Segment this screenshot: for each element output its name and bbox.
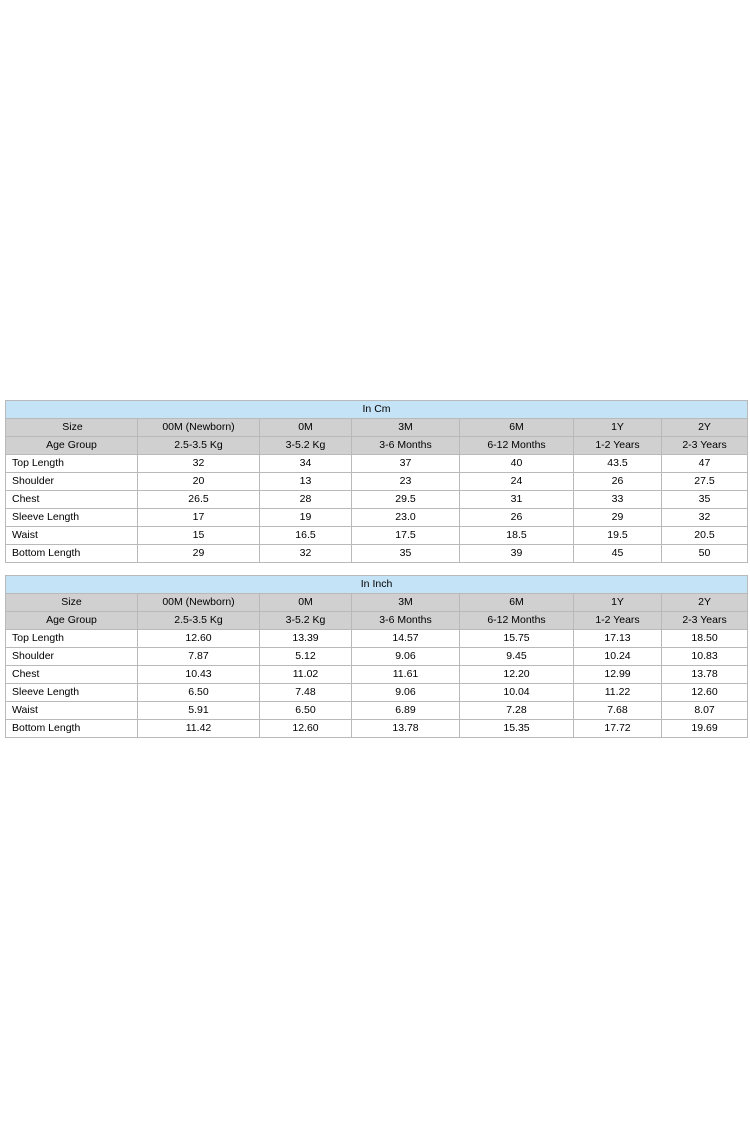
header-col-1: 00M (Newborn) xyxy=(138,419,260,437)
cell: 33 xyxy=(574,491,662,509)
cell: 32 xyxy=(138,455,260,473)
agegroup-value-5: 1-2 Years xyxy=(574,612,662,630)
table-header-row xyxy=(6,419,748,437)
agegroup-label: Age Group xyxy=(6,437,138,455)
cell: 11.22 xyxy=(574,684,662,702)
table-row xyxy=(6,720,748,738)
agegroup-value-1: 2.5-3.5 Kg xyxy=(138,437,260,455)
table-agegroup-row xyxy=(6,612,748,630)
header-col-4: 6M xyxy=(460,419,574,437)
header-col-1: 00M (Newborn) xyxy=(138,594,260,612)
cell: 10.83 xyxy=(662,648,748,666)
row-label: Sleeve Length xyxy=(6,509,138,527)
row-label: Bottom Length xyxy=(6,545,138,563)
cell: 29.5 xyxy=(352,491,460,509)
cell: 9.06 xyxy=(352,648,460,666)
agegroup-value-3: 3-6 Months xyxy=(352,612,460,630)
cell: 26 xyxy=(574,473,662,491)
table-row xyxy=(6,527,748,545)
cell: 5.12 xyxy=(260,648,352,666)
cell: 18.50 xyxy=(662,630,748,648)
cell: 18.5 xyxy=(460,527,574,545)
table-row xyxy=(6,684,748,702)
cell: 19 xyxy=(260,509,352,527)
cell: 19.5 xyxy=(574,527,662,545)
cell: 23 xyxy=(352,473,460,491)
header-size-text: Size xyxy=(62,420,83,433)
cell: 7.87 xyxy=(138,648,260,666)
row-label: Sleeve Length xyxy=(6,684,138,702)
cell: 16.5 xyxy=(260,527,352,545)
row-label: Chest xyxy=(6,666,138,684)
agegroup-value-4: 6-12 Months xyxy=(460,612,574,630)
cell: 32 xyxy=(260,545,352,563)
cell: 7.28 xyxy=(460,702,574,720)
header-col-2: 0M xyxy=(260,594,352,612)
cell: 14.57 xyxy=(352,630,460,648)
cell: 12.60 xyxy=(138,630,260,648)
row-label: Top Length xyxy=(6,630,138,648)
header-col-4: 6M xyxy=(460,594,574,612)
cell: 7.48 xyxy=(260,684,352,702)
table-row xyxy=(6,509,748,527)
header-col-3: 3M xyxy=(352,594,460,612)
cell: 31 xyxy=(460,491,574,509)
cell: 23.0 xyxy=(352,509,460,527)
cell: 17.72 xyxy=(574,720,662,738)
cell: 35 xyxy=(352,545,460,563)
cell: 40 xyxy=(460,455,574,473)
cell: 10.24 xyxy=(574,648,662,666)
cell: 13.39 xyxy=(260,630,352,648)
cell: 28 xyxy=(260,491,352,509)
row-label: Chest xyxy=(6,491,138,509)
cell: 37 xyxy=(352,455,460,473)
cell: 11.02 xyxy=(260,666,352,684)
cell: 12.20 xyxy=(460,666,574,684)
cell: 35 xyxy=(662,491,748,509)
agegroup-value-6: 2-3 Years xyxy=(662,437,748,455)
table-row xyxy=(6,630,748,648)
size-table-cm xyxy=(5,400,748,563)
cell: 17.5 xyxy=(352,527,460,545)
cell: 29 xyxy=(574,509,662,527)
cell: 27.5 xyxy=(662,473,748,491)
table-title: In Inch xyxy=(6,576,748,594)
cell: 26 xyxy=(460,509,574,527)
row-label: Shoulder xyxy=(6,648,138,666)
cell: 50 xyxy=(662,545,748,563)
cell: 7.68 xyxy=(574,702,662,720)
cell: 6.89 xyxy=(352,702,460,720)
cell: 45 xyxy=(574,545,662,563)
agegroup-value-4: 6-12 Months xyxy=(460,437,574,455)
agegroup-value-5: 1-2 Years xyxy=(574,437,662,455)
cell: 15 xyxy=(138,527,260,545)
cell: 5.91 xyxy=(138,702,260,720)
cell: 12.60 xyxy=(260,720,352,738)
cell: 15.75 xyxy=(460,630,574,648)
cell: 6.50 xyxy=(260,702,352,720)
cell: 12.99 xyxy=(574,666,662,684)
table-row xyxy=(6,702,748,720)
cell: 43.5 xyxy=(574,455,662,473)
cell: 34 xyxy=(260,455,352,473)
cell: 20.5 xyxy=(662,527,748,545)
cell: 11.61 xyxy=(352,666,460,684)
table-title: In Cm xyxy=(6,401,748,419)
row-label: Bottom Length xyxy=(6,720,138,738)
size-chart-inch xyxy=(5,575,747,738)
header-size-label xyxy=(6,419,138,437)
cell: 29 xyxy=(138,545,260,563)
cell: 10.43 xyxy=(138,666,260,684)
cell: 26.5 xyxy=(138,491,260,509)
cell: 39 xyxy=(460,545,574,563)
header-col-5: 1Y xyxy=(574,594,662,612)
header-col-5: 1Y xyxy=(574,419,662,437)
table-title-row xyxy=(6,576,748,594)
cell: 20 xyxy=(138,473,260,491)
table-title-row xyxy=(6,401,748,419)
table-row xyxy=(6,545,748,563)
cell: 32 xyxy=(662,509,748,527)
header-col-6: 2Y xyxy=(662,419,748,437)
cell: 6.50 xyxy=(138,684,260,702)
cell: 47 xyxy=(662,455,748,473)
cell: 13.78 xyxy=(352,720,460,738)
cell: 13.78 xyxy=(662,666,748,684)
row-label: Top Length xyxy=(6,455,138,473)
size-chart-cm xyxy=(5,400,747,563)
cell: 13 xyxy=(260,473,352,491)
table-row xyxy=(6,455,748,473)
cell: 19.69 xyxy=(662,720,748,738)
cell: 15.35 xyxy=(460,720,574,738)
cell: 8.07 xyxy=(662,702,748,720)
header-col-3: 3M xyxy=(352,419,460,437)
row-label: Waist xyxy=(6,702,138,720)
table-row xyxy=(6,473,748,491)
table-row xyxy=(6,491,748,509)
table-row xyxy=(6,666,748,684)
cell: 11.42 xyxy=(138,720,260,738)
agegroup-value-6: 2-3 Years xyxy=(662,612,748,630)
cell: 9.45 xyxy=(460,648,574,666)
cell: 24 xyxy=(460,473,574,491)
header-col-6: 2Y xyxy=(662,594,748,612)
cell: 9.06 xyxy=(352,684,460,702)
table-agegroup-row xyxy=(6,437,748,455)
cell: 10.04 xyxy=(460,684,574,702)
agegroup-value-2: 3-5.2 Kg xyxy=(260,612,352,630)
table-header-row xyxy=(6,594,748,612)
agegroup-value-2: 3-5.2 Kg xyxy=(260,437,352,455)
cell: 17 xyxy=(138,509,260,527)
header-size-label: Size xyxy=(6,594,138,612)
agegroup-label: Age Group xyxy=(6,612,138,630)
agegroup-value-3: 3-6 Months xyxy=(352,437,460,455)
row-label: Shoulder xyxy=(6,473,138,491)
cell: 17.13 xyxy=(574,630,662,648)
size-table-inch xyxy=(5,575,748,738)
cell: 12.60 xyxy=(662,684,748,702)
header-col-2: 0M xyxy=(260,419,352,437)
table-row xyxy=(6,648,748,666)
agegroup-value-1: 2.5-3.5 Kg xyxy=(138,612,260,630)
row-label: Waist xyxy=(6,527,138,545)
